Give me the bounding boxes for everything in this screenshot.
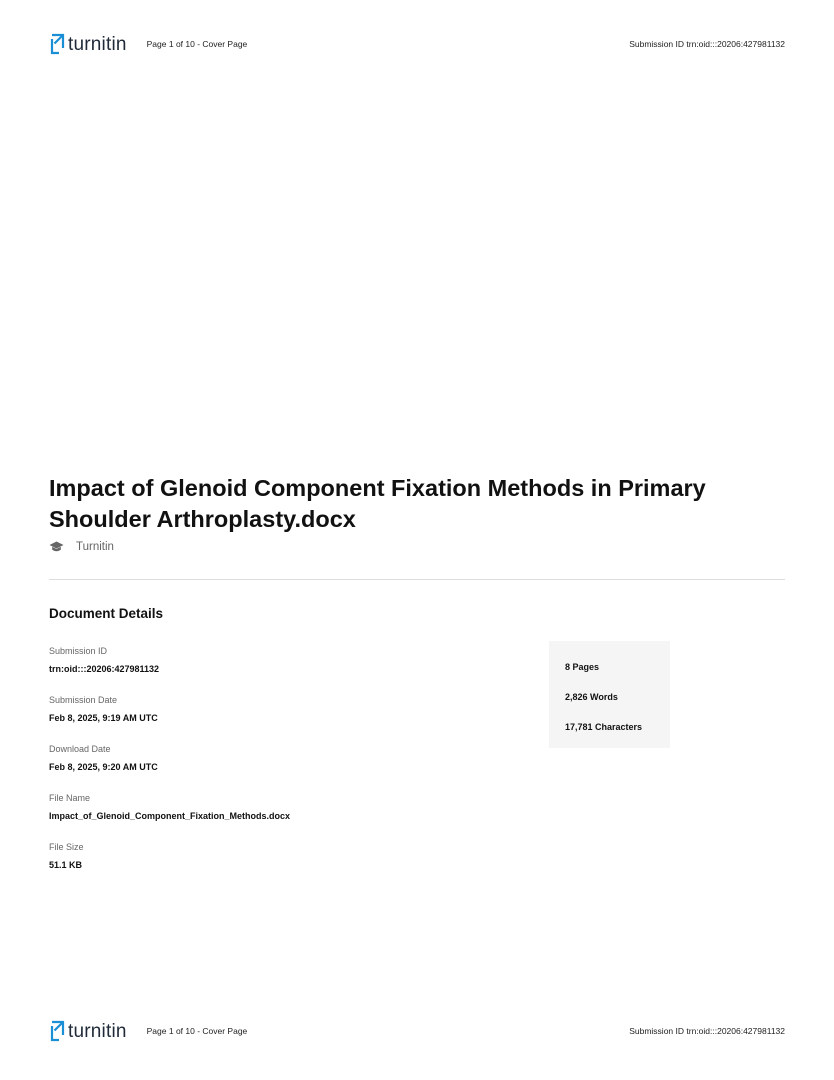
turnitin-logo bbox=[49, 1019, 127, 1043]
stat-words: 2,826 Words bbox=[565, 692, 618, 702]
detail-label: Submission Date bbox=[49, 695, 118, 705]
turnitin-logo bbox=[49, 32, 127, 56]
stat-characters: 17,781 Characters bbox=[565, 722, 643, 732]
document-stats-box bbox=[549, 641, 670, 748]
detail-label: File Size bbox=[49, 842, 84, 852]
page-indicator: Page 1 of 10 - Cover Page bbox=[146, 39, 248, 49]
detail-submission-id bbox=[49, 645, 290, 694]
section-divider bbox=[49, 579, 785, 580]
logo-wordmark: turnitin bbox=[68, 1020, 127, 1042]
graduation-cap-icon bbox=[49, 541, 64, 553]
detail-value: Feb 8, 2025, 9:19 AM UTC bbox=[49, 713, 158, 723]
detail-submission-date bbox=[49, 694, 290, 743]
detail-value: trn:oid:::20206:427981132 bbox=[49, 664, 160, 674]
page-indicator: Page 1 of 10 - Cover Page bbox=[146, 1026, 248, 1036]
author-line bbox=[49, 541, 114, 553]
document-details-heading: Document Details bbox=[49, 606, 164, 621]
author-name: Turnitin bbox=[76, 541, 114, 553]
detail-label: Submission ID bbox=[49, 646, 108, 656]
detail-file-size bbox=[49, 841, 290, 890]
logo-wordmark: turnitin bbox=[68, 33, 127, 55]
stat-pages: 8 Pages bbox=[565, 662, 600, 672]
document-details-list bbox=[49, 645, 290, 890]
turnitin-logo-icon bbox=[49, 32, 65, 56]
detail-value: 51.1 KB bbox=[49, 860, 83, 870]
detail-value: Feb 8, 2025, 9:20 AM UTC bbox=[49, 762, 158, 772]
submission-id-footer: Submission ID trn:oid:::20206:427981132 bbox=[629, 1026, 785, 1036]
detail-label: File Name bbox=[49, 793, 91, 803]
page-header bbox=[49, 30, 785, 58]
detail-file-name bbox=[49, 792, 290, 841]
page-footer bbox=[49, 1017, 785, 1045]
detail-download-date bbox=[49, 743, 290, 792]
turnitin-logo-icon bbox=[49, 1019, 65, 1043]
document-title: Impact of Glenoid Component Fixation Methods in Primary Shoulder Arthroplasty.docx bbox=[49, 475, 706, 532]
submission-id-header: Submission ID trn:oid:::20206:427981132 bbox=[629, 39, 785, 49]
detail-label: Download Date bbox=[49, 744, 111, 754]
detail-value: Impact_of_Glenoid_Component_Fixation_Methods.docx bbox=[49, 811, 291, 821]
